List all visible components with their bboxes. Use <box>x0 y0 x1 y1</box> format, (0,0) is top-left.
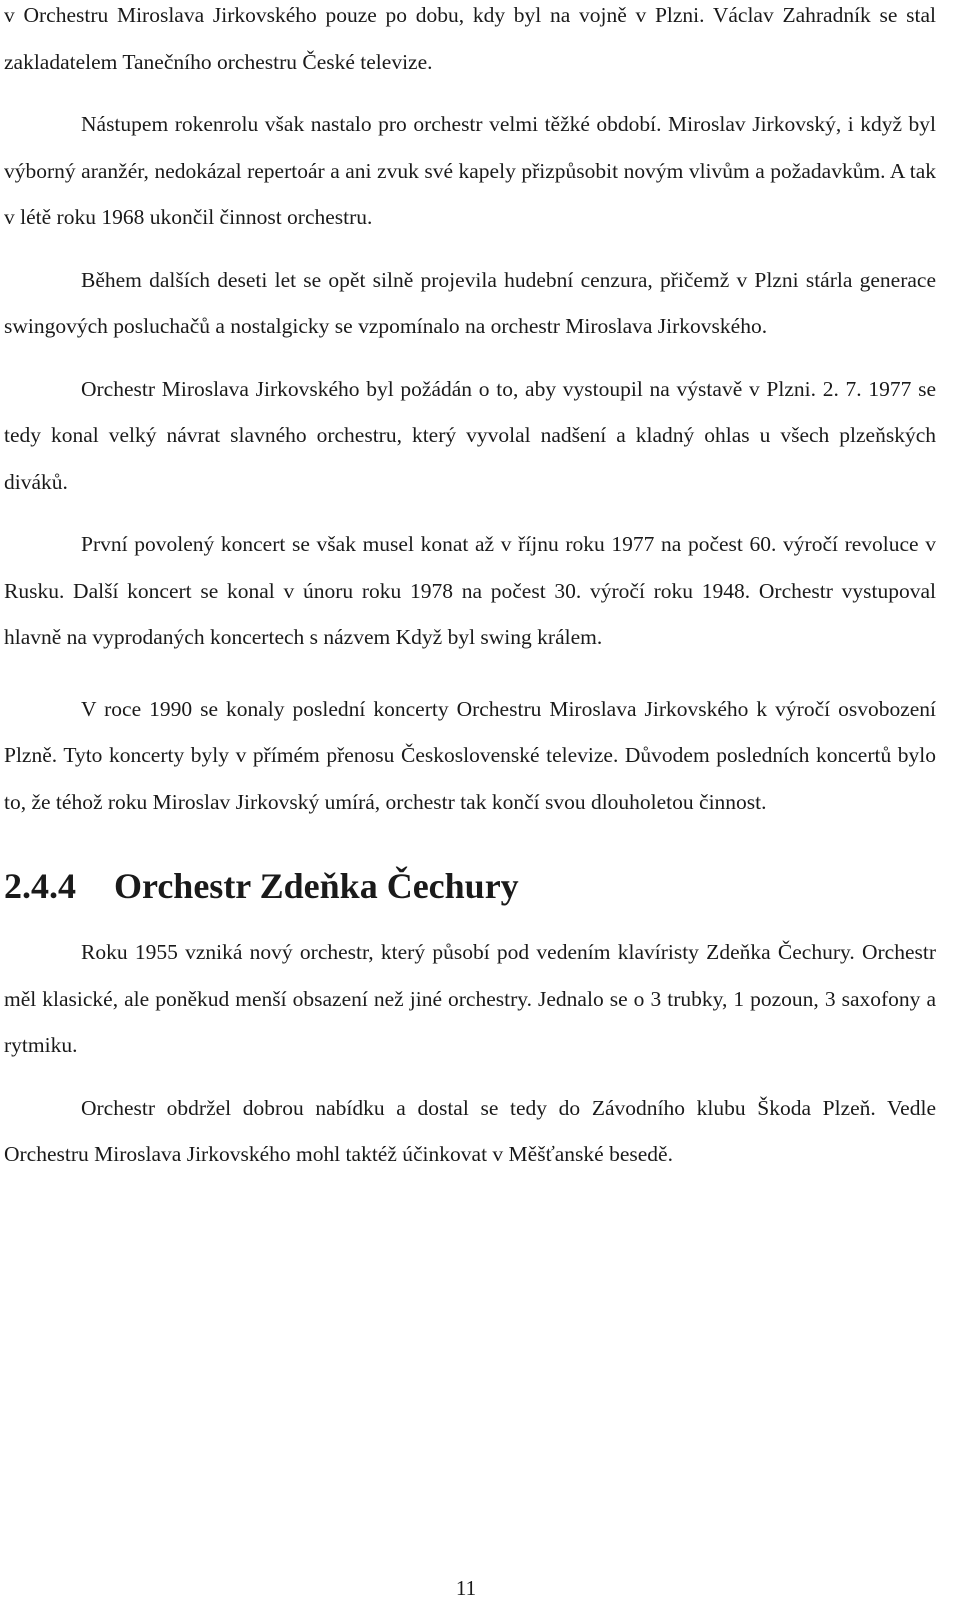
paragraph: První povolený koncert se však musel konat až v říjnu roku 1977 na počest 60. výročí revoluce v Rusku. Další koncert se konal v únoru roku 1978 na počest 30. výročí roku 1948. Orchestr vystupoval hlavně na vyprodaných koncertech s názvem Když byl swing králem. <box>4 532 936 649</box>
paragraph-continued: v Orchestru Miroslava Jirkovského pouze po dobu, kdy byl na vojně v Plzni. Václav Zahradník se stal zakladatelem Tanečního orchestru České televize. <box>4 3 936 74</box>
page-number: 11 <box>455 1576 477 1600</box>
paragraph: Nástupem rokenrolu však nastalo pro orchestr velmi těžké období. Miroslav Jirkovský, i když byl výborný aranžér, nedokázal repertoár a ani zvuk své kapely přizpůsobit novým vlivům a požadavkům. A tak v létě roku 1968 ukončil činnost orchestru. <box>4 112 936 229</box>
paragraph: Roku 1955 vzniká nový orchestr, který působí pod vedením klavíristy Zdeňka Čechury. Orchestr měl klasické, ale poněkud menší obsazení než jiné orchestry. Jednalo se o 3 trubky, 1 pozoun, 3 saxofony a rytmiku. <box>4 940 936 1057</box>
section-heading <box>4 862 936 910</box>
paragraph: Orchestr obdržel dobrou nabídku a dostal se tedy do Závodního klubu Škoda Plzeň. Vedle Orchestru Miroslava Jirkovského mohl taktéž účinkovat v Měšťanské besedě. <box>4 1095 936 1166</box>
section-title: Orchestr Zdeňka Čechury <box>114 866 519 906</box>
page-content <box>4 0 936 1178</box>
section-number: 2.4.4 <box>4 866 76 906</box>
paragraph: Během dalších deseti let se opět silně projevila hudební cenzura, přičemž v Plzni stárla generace swingových posluchačů a nostalgicky se vzpomínalo na orchestr Miroslava Jirkovského. <box>4 267 936 338</box>
paragraph: Orchestr Miroslava Jirkovského byl požádán o to, aby vystoupil na výstavě v Plzni. 2. 7. 1977 se tedy konal velký návrat slavného orchestru, který vyvolal nadšení a kladný ohlas u všech plzeňských diváků. <box>4 376 936 494</box>
paragraph: V roce 1990 se konaly poslední koncerty Orchestru Miroslava Jirkovského k výročí osvobození Plzně. Tyto koncerty byly v přímém přenosu Československé televize. Důvodem posledních koncertů bylo to, že téhož roku Miroslav Jirkovský umírá, orchestr tak končí svou dlouholetou činnost. <box>4 696 936 814</box>
